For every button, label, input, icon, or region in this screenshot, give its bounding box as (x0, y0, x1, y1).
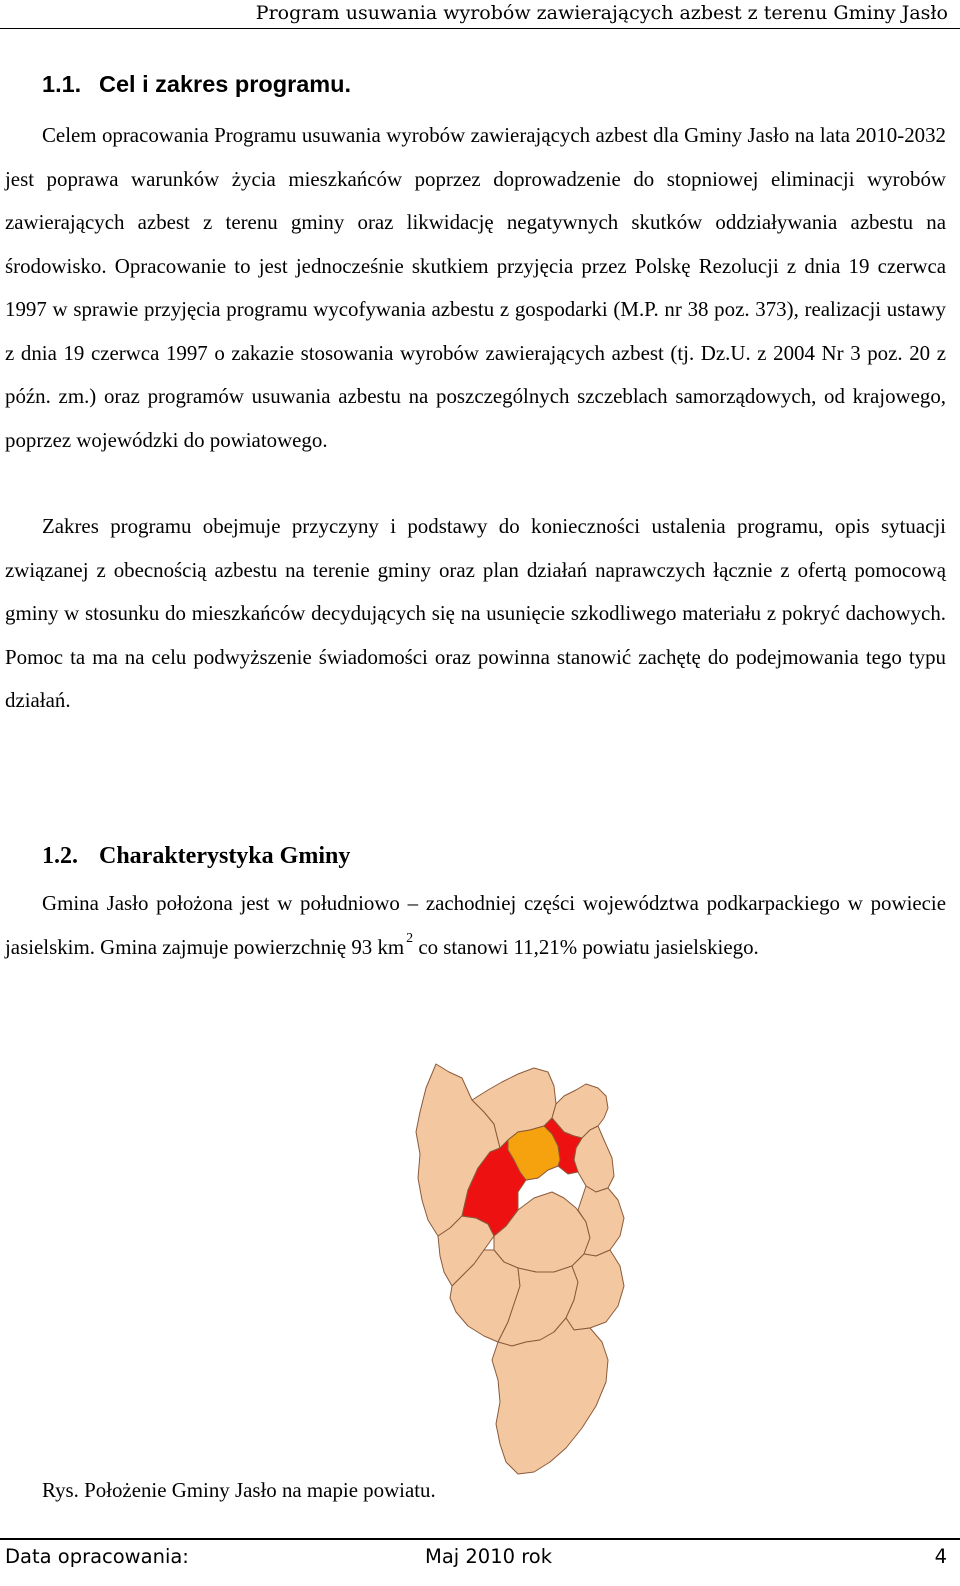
paragraph-text-end: co stanowi 11,21% powiatu jasielskiego. (413, 934, 759, 959)
footer-date-label: Data opracowania: (5, 1545, 189, 1568)
section-1-1-paragraph-1: Celem opracowania Programu usuwania wyrobów zawierających azbest dla Gminy Jasło na lata 2010-2032 jest poprawa warunków życia mieszkańców poprzez doprowadzenie do stopniowej eliminacji wyrobów zawierających azbest z terenu gminy oraz likwidację negatywnych skutków oddziaływania azbestu na środowisko. Opracowanie to jest jednocześnie skutkiem przyjęcia przez Polskę Rezolucji z dnia 19 czerwca 1997 w sprawie przyjęcia programu wycofywania azbestu z gospodarki (M.P. nr 38 poz. 373), realizacji ustawy z dnia 19 czerwca 1997 o zakazie stosowania wyrobów zawierających azbest (tj. Dz.U. z 2004 Nr 3 poz. 20 z późn. zm.) oraz programów usuwania azbestu na poszczególnych szczeblach samorządowych, od krajowego, poprzez wojewódzki do powiatowego. (5, 123, 946, 452)
section-1-2-heading (42, 840, 350, 872)
section-1-2-number: 1.2. (42, 843, 78, 869)
area-unit-superscript: 2 (406, 930, 414, 946)
page-footer (0, 1538, 960, 1586)
footer-page-number: 4 (934, 1545, 947, 1568)
section-1-1-heading (42, 68, 351, 100)
section-1-1-title: Cel i zakres programu. (99, 71, 352, 97)
header-title: Program usuwania wyrobów zawierających azbest z terenu Gminy Jasło (255, 2, 948, 24)
paragraph-text-start: Gmina Jasło położona jest w południowo – zachodniej części województwa podkarpackiego w powiecie jasielskim. Gmina zajmuje powierzchnię 93 km (5, 891, 946, 959)
page-header (0, 0, 960, 29)
section-1-1-number: 1.1. (42, 71, 82, 97)
figure-caption: Rys. Położenie Gminy Jasło na mapie powiatu. (42, 1478, 436, 1502)
footer-date-value: Maj 2010 rok (425, 1545, 553, 1568)
county-map (414, 1060, 654, 1480)
section-1-2-title: Charakterystyka Gminy (99, 843, 351, 869)
section-1-2-paragraph (5, 882, 946, 972)
section-1-1-paragraph-2: Zakres programu obejmuje przyczyny i podstawy do konieczności ustalenia programu, opis sytuacji związanej z obecnością azbestu na terenie gminy oraz plan działań naprawczych łącznie z ofertą pomocową gminy w stosunku do mieszkańców decydujących się na usunięcie szkodliwego materiału z pokryć dachowych. Pomoc ta ma na celu podwyższenie świadomości oraz powinna stanowić zachętę do podejmowania tego typu działań. (5, 514, 946, 712)
